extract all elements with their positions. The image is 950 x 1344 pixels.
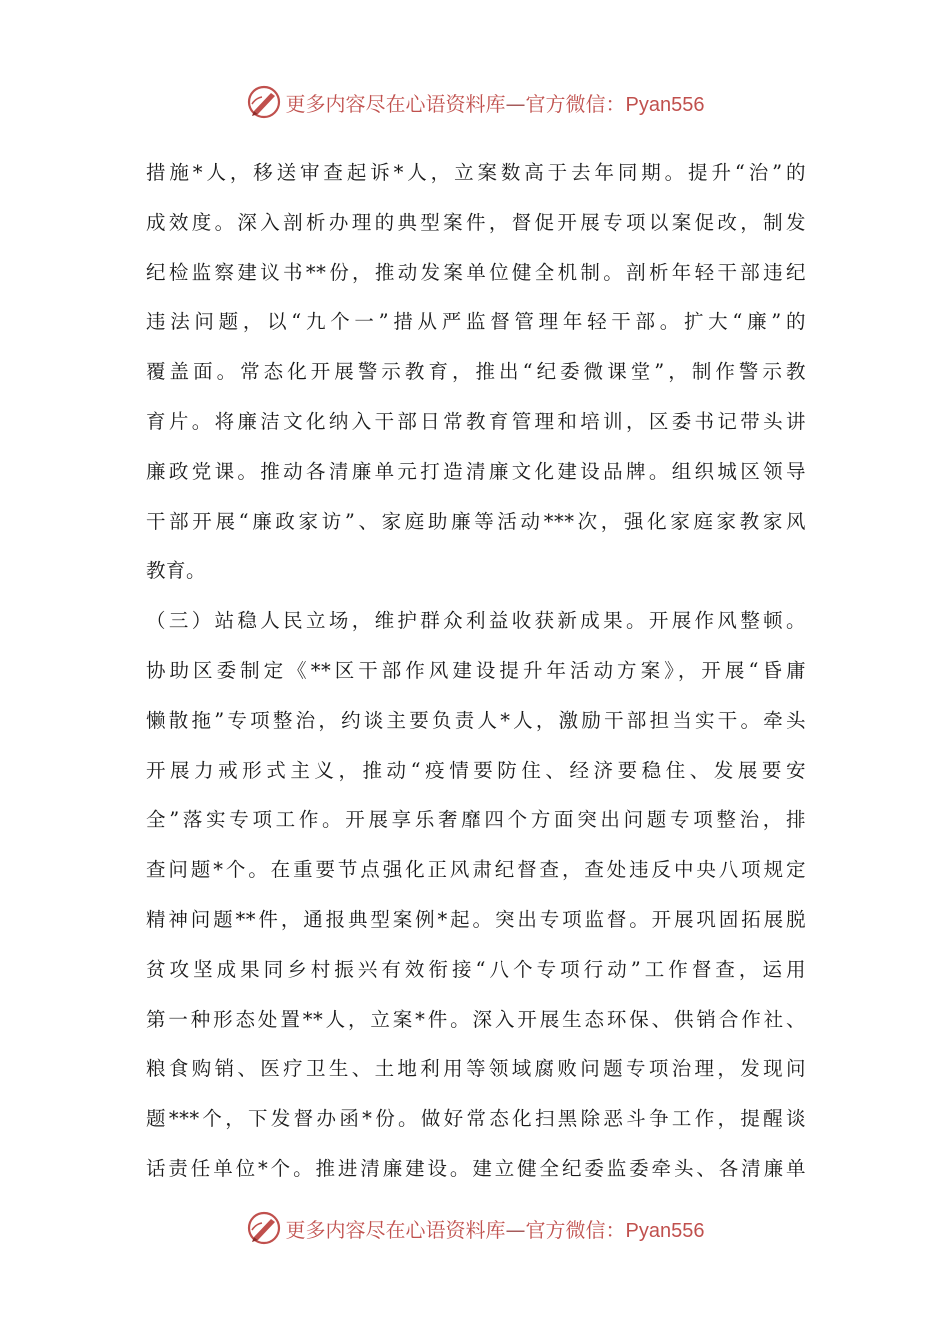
watermark-label: 官方微信： xyxy=(525,1217,626,1242)
text-line: 成效度。深入剖析办理的典型案件，督促开展专项以案促改，制发 xyxy=(146,210,806,234)
text-line: 教育。 xyxy=(146,559,207,583)
pen-logo-icon xyxy=(246,84,282,120)
section-heading-line: （三）站稳人民立场，维护群众利益收获新成果。开展作风整顿。 xyxy=(146,609,806,633)
text-line: 精神问题**件，通报典型案例*起。突出专项监督。开展巩固拓展脱 xyxy=(146,907,806,931)
text-line: 查问题*个。在重要节点强化正风肃纪督查，查处违反中央八项规定 xyxy=(146,858,806,882)
text-line: 话责任单位*个。推进清廉建设。建立健全纪委监委牵头、各清廉单 xyxy=(146,1156,806,1180)
document-body xyxy=(146,148,806,1194)
text-line: 育片。将廉洁文化纳入干部日常教育管理和培训，区委书记带头讲 xyxy=(146,409,806,433)
text-line: 违法问题，以“九个一”措从严监督管理年轻干部。扩大“廉”的 xyxy=(146,310,806,334)
text-line: 全”落实专项工作。开展享乐奢靡四个方面突出问题专项整治，排 xyxy=(146,808,806,832)
watermark-label: 官方微信： xyxy=(525,91,626,116)
text-line: 措施*人，移送审查起诉*人，立案数高于去年同期。提升“治”的 xyxy=(146,161,806,184)
text-line: 懒散拖”专项整治，约谈主要负责人*人，激励干部担当实干。牵头 xyxy=(146,708,806,732)
text-line: 纪检监察建议书**份，推动发案单位健全机制。剖析年轻干部违纪 xyxy=(146,260,806,284)
watermark-text: 更多内容尽在心语资料库 xyxy=(285,1217,506,1242)
text-line: 廉政党课。推动各清廉单元打造清廉文化建设品牌。组织城区领导 xyxy=(146,459,806,483)
watermark-dash: — xyxy=(505,1217,526,1242)
watermark-id: Pyan556 xyxy=(625,1219,705,1242)
header-watermark xyxy=(0,82,950,122)
text-line: 贫攻坚成果同乡村振兴有效衔接“八个专项行动”工作督查，运用 xyxy=(146,957,806,981)
text-line: 开展力戒形式主义，推动“疫情要防住、经济要稳住、发展要安 xyxy=(146,758,806,782)
watermark-dash: — xyxy=(505,91,526,116)
text-line: 题***个，下发督办函*份。做好常态化扫黑除恶斗争工作，提醒谈 xyxy=(146,1107,806,1131)
watermark-text: 更多内容尽在心语资料库 xyxy=(285,91,506,116)
text-line: 干部开展“廉政家访”、家庭助廉等活动***次，强化家庭家教家风 xyxy=(146,509,806,533)
footer-watermark xyxy=(0,1208,950,1248)
text-line: 协助区委制定《**区干部作风建设提升年活动方案》，开展“昏庸 xyxy=(146,658,806,682)
watermark-id: Pyan556 xyxy=(625,93,705,116)
text-line: 覆盖面。常态化开展警示教育，推出“纪委微课堂”，制作警示教 xyxy=(146,360,806,384)
pen-logo-icon xyxy=(246,1210,282,1246)
text-line: 粮食购销、医疗卫生、土地利用等领域腐败问题专项治理，发现问 xyxy=(146,1057,806,1081)
text-line: 第一种形态处置**人，立案*件。深入开展生态环保、供销合作社、 xyxy=(146,1007,806,1031)
